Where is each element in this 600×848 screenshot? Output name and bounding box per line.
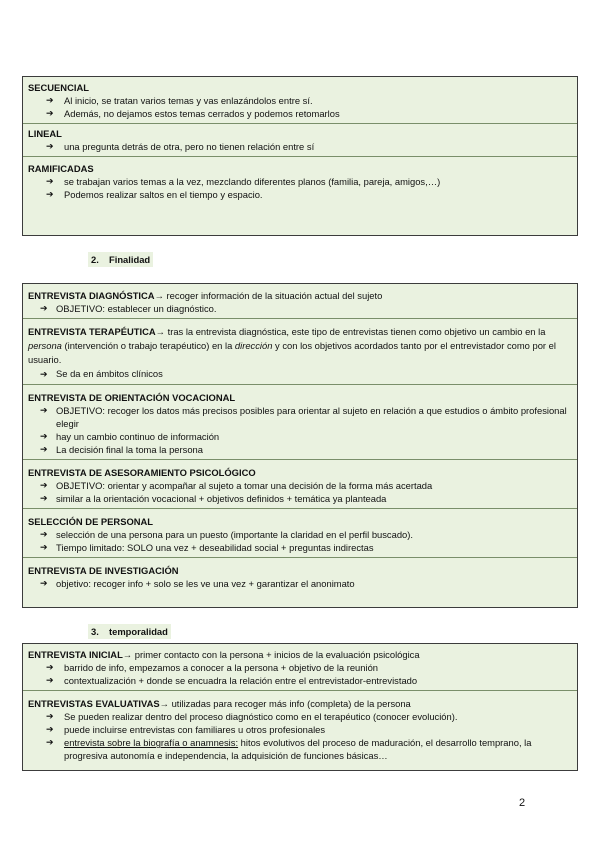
section-evaluativas: ENTREVISTAS EVALUATIVAS→ utilizadas para recoger más info (completa) de la persona ➔ Se pueden realizar dentro del proceso diagnóstico como en el terapéutico (conocer evolución). ➔ puede incluirse entrevistas con familiares u otros profesionales ➔ entrevista sobre la biografía o anamnesis: hitos evolutivos del proceso de maduración, el desarrollo temprano, la progresiva autonomía e independencia, la adquisición de funciones básicas… bbox=[23, 691, 577, 765]
list-item: ➔ similar a la orientación vocacional + objetivos definidos + temática ya planteada bbox=[40, 493, 387, 504]
arrow-right-icon: ➔ bbox=[46, 675, 54, 685]
arrow-right-icon: ➔ bbox=[40, 480, 48, 490]
list-item: ➔ La decisión final la toma la persona bbox=[40, 444, 203, 455]
list-item: ➔ Tiempo limitado: SOLO una vez + deseabilidad social + preguntas indirectas bbox=[40, 542, 374, 553]
section-title: ENTREVISTA DE ASESORAMIENTO PSICOLÓGICO bbox=[28, 467, 256, 478]
arrow-right-icon: ➔ bbox=[46, 141, 54, 151]
section-title: ENTREVISTA DIAGNÓSTICA bbox=[28, 290, 155, 301]
arrow-right-icon: ➔ bbox=[40, 529, 48, 539]
section-title: ENTREVISTA TERAPÉUTICA bbox=[28, 326, 156, 337]
arrow-right-icon: ➔ bbox=[46, 108, 54, 118]
section-title: ENTREVISTA INICIAL bbox=[28, 649, 123, 660]
arrow-right-icon: ➔ bbox=[40, 369, 48, 379]
section-inicial: ENTREVISTA INICIAL→ primer contacto con la persona + inicios de la evaluación psicológica ➔ barrido de info, empezamos a conocer a la persona + objetivo de la reunión ➔ contextualización + donde se encuadra la relación entre el entrevistador-entrevistado bbox=[23, 644, 577, 691]
list-item: ➔ una pregunta detrás de otra, pero no tienen relación entre sí bbox=[46, 141, 315, 152]
list-item: ➔ OBJETIVO: orientar y acompañar al sujeto a tomar una decisión de la forma más acertada bbox=[40, 480, 433, 491]
section-lineal bbox=[23, 124, 577, 157]
section-title: SECUENCIAL bbox=[28, 82, 89, 93]
section-title: ENTREVISTAS EVALUATIVAS bbox=[28, 698, 160, 709]
section-ramificadas bbox=[23, 157, 577, 204]
list-item: ➔ entrevista sobre la biografía o anamnesis: hitos evolutivos del proceso de maduración, el desarrollo temprano, la progresiva autonomía e independencia, la adquisición de funciones básicas… bbox=[46, 737, 532, 761]
list-item: ➔ OBJETIVO: recoger los datos más precisos posibles para orientar al sujeto en relación a que estudios o ámbito profesional elegir bbox=[40, 405, 567, 429]
list-item: ➔ se trabajan varios temas a la vez, mezclando diferentes planos (familia, pareja, amigos,…) bbox=[46, 176, 441, 187]
list-item: ➔ hay un cambio continuo de información bbox=[40, 431, 220, 442]
arrow-right-icon: ➔ bbox=[46, 95, 54, 105]
section-seleccion bbox=[23, 509, 577, 558]
arrow-right-icon: ➔ bbox=[40, 444, 48, 454]
list-item: ➔ contextualización + donde se encuadra la relación entre el entrevistador-entrevistado bbox=[46, 675, 418, 686]
list-item: ➔ barrido de info, empezamos a conocer a la persona + objetivo de la reunión bbox=[46, 662, 378, 673]
arrow-right-icon: ➔ bbox=[40, 405, 48, 415]
section-investigacion bbox=[23, 558, 577, 593]
list-item: ➔ Al inicio, se tratan varios temas y vas enlazándolos entre sí. bbox=[46, 95, 313, 106]
heading-finalidad: 2. Finalidad bbox=[88, 252, 153, 267]
temporalidad-box bbox=[22, 643, 578, 771]
section-title: RAMIFICADAS bbox=[28, 163, 94, 174]
list-item: ➔ Se pueden realizar dentro del proceso diagnóstico como en el terapéutico (conocer evolución). bbox=[46, 711, 458, 722]
section-secuencial bbox=[23, 77, 577, 124]
list-item: ➔ Además, no dejamos estos temas cerrados y podemos retomarlos bbox=[46, 108, 340, 119]
section-title: ENTREVISTA DE INVESTIGACIÓN bbox=[28, 565, 179, 576]
arrow-right-icon: ➔ bbox=[40, 303, 48, 313]
section-title: LINEAL bbox=[28, 128, 62, 139]
section-asesoramiento bbox=[23, 460, 577, 509]
structure-box bbox=[22, 76, 578, 236]
page-number: 2 bbox=[519, 797, 526, 809]
list-item: ➔ objetivo: recoger info + solo se les ve una vez + garantizar el anonimato bbox=[40, 578, 355, 589]
finalidad-box bbox=[22, 283, 578, 608]
arrow-right-icon: ➔ bbox=[46, 737, 54, 747]
arrow-right-icon: ➔ bbox=[40, 493, 48, 503]
section-terapeutica: ENTREVISTA TERAPÉUTICA→ tras la entrevista diagnóstica, este tipo de entrevistas tienen como objetivo un cambio en la persona (intervención o trabajo terapéutico) en la dirección y con los objetivos acordados tanto por el entrevistador como por el usuario. ➔ Se da en ámbitos clínicos bbox=[23, 319, 577, 385]
section-title: SELECCIÓN DE PERSONAL bbox=[28, 516, 154, 527]
arrow-right-icon: ➔ bbox=[46, 189, 54, 199]
arrow-right-icon: ➔ bbox=[40, 578, 48, 588]
heading-temporalidad: 3. temporalidad bbox=[88, 624, 171, 639]
list-item: ➔ Podemos realizar saltos en el tiempo y espacio. bbox=[46, 189, 263, 200]
arrow-right-icon: ➔ bbox=[46, 662, 54, 672]
list-item: ➔ selección de una persona para un puesto (importante la claridad en el perfil buscado). bbox=[40, 529, 413, 540]
section-title: ENTREVISTA DE ORIENTACIÓN VOCACIONAL bbox=[28, 392, 236, 403]
section-vocacional bbox=[23, 385, 577, 460]
section-diagnostica: ENTREVISTA DIAGNÓSTICA→ recoger información de la situación actual del sujeto ➔ OBJETIVO: establecer un diagnóstico. bbox=[23, 284, 577, 319]
arrow-right-icon: ➔ bbox=[40, 542, 48, 552]
arrow-right-icon: ➔ bbox=[40, 431, 48, 441]
list-item: ➔ Se da en ámbitos clínicos bbox=[40, 368, 163, 379]
list-item: ➔ OBJETIVO: establecer un diagnóstico. bbox=[40, 303, 217, 314]
arrow-right-icon: ➔ bbox=[46, 176, 54, 186]
arrow-right-icon: ➔ bbox=[46, 711, 54, 721]
arrow-right-icon: ➔ bbox=[46, 724, 54, 734]
list-item: ➔ puede incluirse entrevistas con familiares u otros profesionales bbox=[46, 724, 326, 735]
